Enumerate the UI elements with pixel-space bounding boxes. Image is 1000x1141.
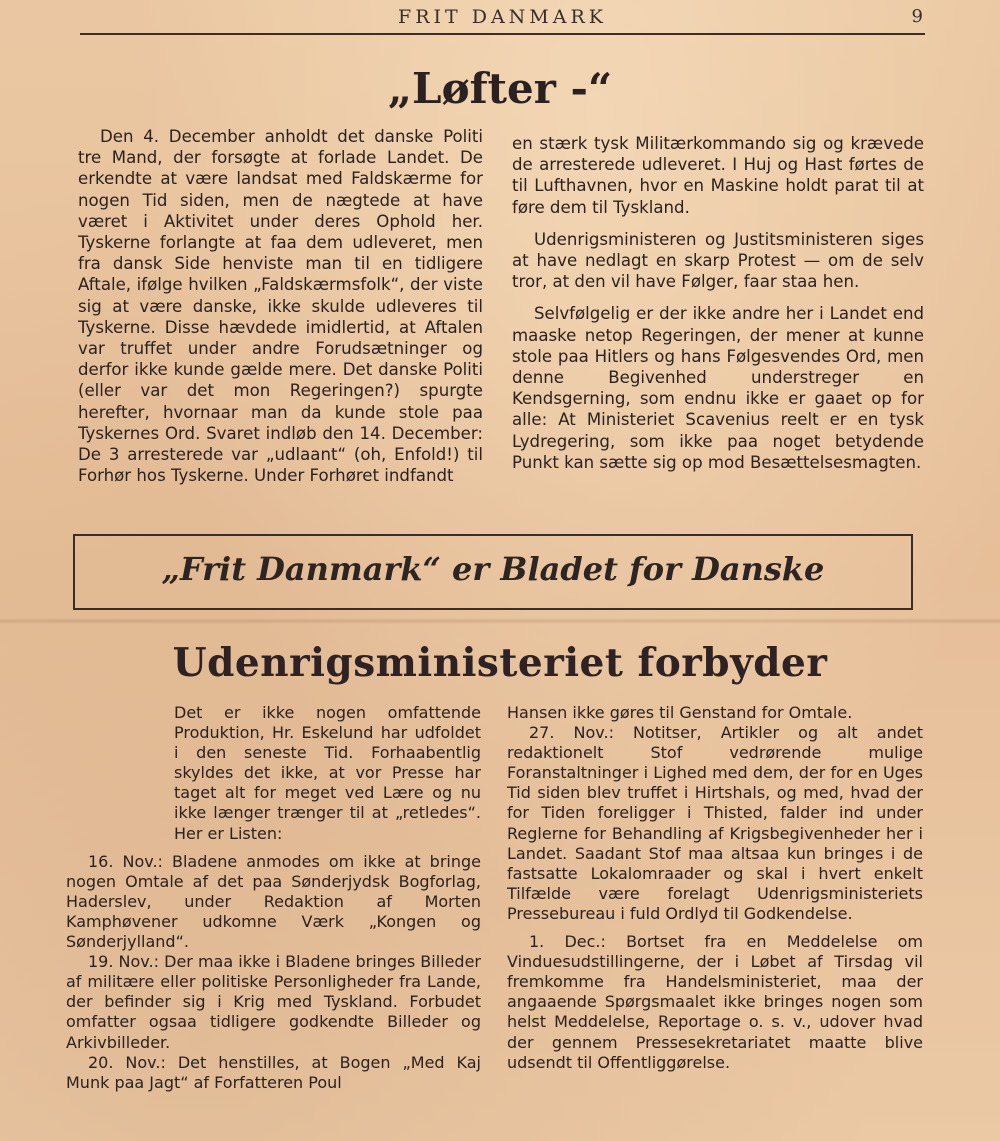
banner-box: [73, 534, 913, 610]
article-loefter-column-1: [78, 126, 483, 486]
page-number: 9: [911, 6, 923, 27]
list-entry: 20. Nov.: Det henstilles, at Bogen „Med Kaj Munk paa Jagt“ af Forfatteren Poul: [66, 1052, 481, 1092]
header-rule: [80, 33, 925, 35]
paragraph: Den 4. December anholdt det danske Politi tre Mand, der forsøgte at forlade Landet. De erkendte at være landsat med Faldskærme for nogen Tid siden, men de nægtede at have været i Aktivitet under deres Ophold her. Tyskerne forlangte at faa dem udleveret, men fra dansk Side henviste man til en tidligere Aftale, ifølge hvilken „Faldskærmsfolk“, der viste sig at være danske, ikke skulde udleveres til Tyskerne. Disse hævdede imidlertid, at Aftalen var truffet under andre Forudsætninger og derfor ikke kunde gælde mere. Det danske Politi (eller var det mon Regeringen?) spurgte herefter, hvornaar man da kunde stole paa Tyskernes Ord. Svaret indløb den 14. December: De 3 arresterede var „udlaant“ (oh, Enfold!) til Forhør hos Tyskerne. Under Forhøret indfandt: [78, 127, 483, 486]
list-entry: 16. Nov.: Bladene anmodes om ikke at bringe nogen Omtale af det paa Sønderjydsk Bogforlag, Haderslev, under Redaktion af Morten Kamphøvener udkomne Værk „Kongen og Sønderjylland“.: [66, 851, 481, 952]
banner-slogan: „Frit Danmark“ er Bladet for Danske: [161, 550, 825, 588]
intro-paragraph: Det er ikke nogen omfattende Produktion, Hr. Eskelund har udfoldet i den seneste Tid. Forhaabentlig skyldes det ikke, at vor Presse har taget alt for meget ved Lære og nu ikke længer trænger til at „retledes“. Her er Listen:: [174, 703, 481, 843]
article-udenrigs-column-2: [507, 703, 923, 1073]
list-entry: 1. Dec.: Bortset fra en Meddelelse om Vinduesudstillingerne, der i Løbet af Tirsdag vil fremkomme fra Handelsministeriet, maa der angaaende Spørgsmaalet ikke bringes nogen som helst Meddelelse, Reportage o. s. v., udover hvad der gennem Pressesekretariatet maatte blive udsendt til Offentliggørelse.: [507, 932, 923, 1072]
article-title-loefter: „Løfter -“: [387, 64, 613, 113]
newspaper-name: FRIT DANMARK: [398, 6, 607, 28]
paragraph: Udenrigsministeren og Justitsministeren siges at have nedlagt en skarp Protest — om de selv tror, at den vil have Følger, faar staa hen.: [512, 229, 924, 292]
article-udenrigs-column-1: [66, 703, 481, 1093]
paper-fold: [0, 618, 1000, 624]
paragraph: Selvfølgelig er der ikke andre her i Landet end maaske netop Regeringen, der mener at kunne stole paa Hitlers og hans Følgesvendes Ord, men denne Begivenhed understreger en Kendsgerning, som endnu ikke er gaaet op for alle: At Ministeriet Scavenius reelt er en tysk Lydregering, som ikke paa noget betydende Punkt kan sætte sig op mod Besættelsesmagten.: [512, 304, 924, 472]
list-entry: 19. Nov.: Der maa ikke i Bladene bringes Billeder af militære eller politiske Personligheder fra Lande, der befinder sig i Krig med Tyskland. Forbudet omfatter ogsaa tidligere godkendte Billeder og Arkivbilleder.: [66, 952, 481, 1052]
article-loefter-column-2: [512, 133, 924, 473]
list-entry: 27. Nov.: Notitser, Artikler og alt andet redaktionelt Stof vedrørende mulige Foranstaltninger i Lighed med dem, der for en Uges Tid siden blev truffet i Hirtshals, og med, hvad der for Tiden foreligger i Thisted, falder ind under Reglerne for Behandling af Krigsbegivenheder her i Landet. Saadant Stof maa altsaa kun bringes i de fastsatte Lokalomraader og skal i hvert enkelt Tilfælde være forelagt Udenrigsministeriets Pressebureau i fuld Ordlyd til Godkendelse.: [507, 723, 923, 923]
paragraph: en stærk tysk Militærkommando sig og krævede de arresterede udleveret. I Huj og Hast førtes de til Lufthavnen, hvor en Maskine holdt parat til at føre dem til Tyskland.: [512, 134, 924, 217]
page-header: [80, 4, 925, 32]
list-entry: Hansen ikke gøres til Genstand for Omtale.: [507, 703, 853, 722]
article-title-udenrigsministeriet: Udenrigsministeriet forbyder: [172, 640, 828, 686]
